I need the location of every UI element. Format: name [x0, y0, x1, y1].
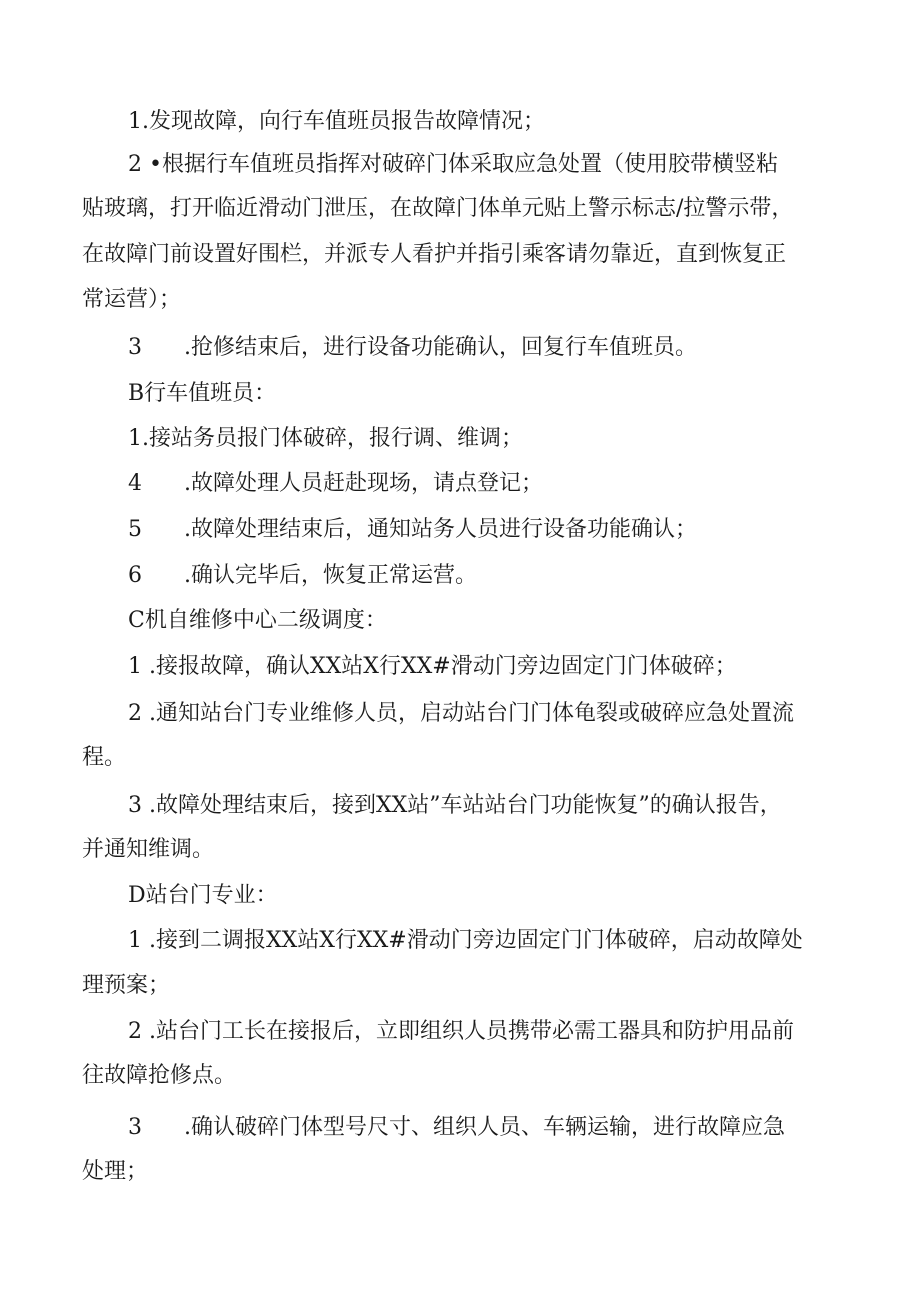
para-2-line-3: 在故障门前设置好围栏，并派专人看护并指引乘客请勿靠近，直到恢复正: [82, 242, 787, 267]
section-d-item-2-line-1: 2 .站台门工长在接报后，立即组织人员携带必需工器具和防护用品前: [128, 1019, 794, 1044]
section-b-item-5: [128, 515, 697, 545]
item-text: .确认完毕后，恢复正常运营。: [184, 563, 477, 588]
section-d-item-3-line-2: 处理；: [82, 1159, 149, 1184]
item-text: .确认破碎门体型号尺寸、组织人员、车辆运输，进行故障应急: [184, 1115, 785, 1140]
para-2-line-4: 常运营）；: [82, 287, 182, 312]
section-d-item-2-line-2: 往故障抢修点。: [82, 1063, 237, 1088]
section-b-item-6: [128, 561, 477, 591]
section-d-item-1-line-1: 1 .接到二调报XX站X行XX#滑动门旁边固定门门体破碎，启动故障处: [128, 928, 803, 953]
item-number: 5: [128, 517, 142, 542]
item-number: 6: [128, 563, 142, 588]
section-heading-d: D站台门专业：: [128, 883, 278, 908]
section-b-item-4: [128, 469, 543, 499]
section-b-item-1: 1.接站务员报门体破碎，报行调、维调；: [128, 426, 523, 451]
section-heading-b: B行车值班员：: [128, 381, 277, 406]
item-text: .抢修结束后，进行设备功能确认，回复行车值班员。: [184, 335, 697, 360]
para-1: 1.发现故障，向行车值班员报告故障情况；: [128, 109, 545, 134]
section-c-item-2-line-1: 2 .通知站台门专业维修人员，启动站台门门体龟裂或破碎应急处置流: [128, 701, 794, 726]
item-text: .故障处理人员赶赴现场，请点登记；: [184, 471, 543, 496]
item-text: .故障处理结束后，通知站务人员进行设备功能确认；: [184, 517, 697, 542]
item-number: 3: [128, 1115, 142, 1140]
item-number: 4: [128, 471, 142, 496]
section-c-item-2-line-2: 程。: [82, 745, 127, 770]
para-2-line-1: 2 •根据行车值班员指挥对破碎门体采取应急处置（使用胶带横竖粘: [128, 152, 778, 177]
section-d-item-1-line-2: 理预案；: [82, 973, 171, 998]
section-c-item-3-line-2: 并通知维调。: [82, 837, 215, 862]
section-c-item-1: 1 .接报故障，确认XX站X行XX#滑动门旁边固定门门体破碎；: [128, 654, 737, 679]
section-heading-c: C机自维修中心二级调度：: [128, 608, 387, 633]
section-c-item-3-line-1: 3 .故障处理结束后，接到XX站”车站站台门功能恢复”的确认报告，: [128, 793, 782, 818]
section-d-item-3-line-1: [128, 1113, 785, 1143]
para-2-line-2: 贴玻璃，打开临近滑动门泄压，在故障门体单元贴上警示标志/拉警示带，: [82, 196, 794, 221]
para-3: [128, 333, 697, 363]
item-number: 3: [128, 335, 142, 360]
